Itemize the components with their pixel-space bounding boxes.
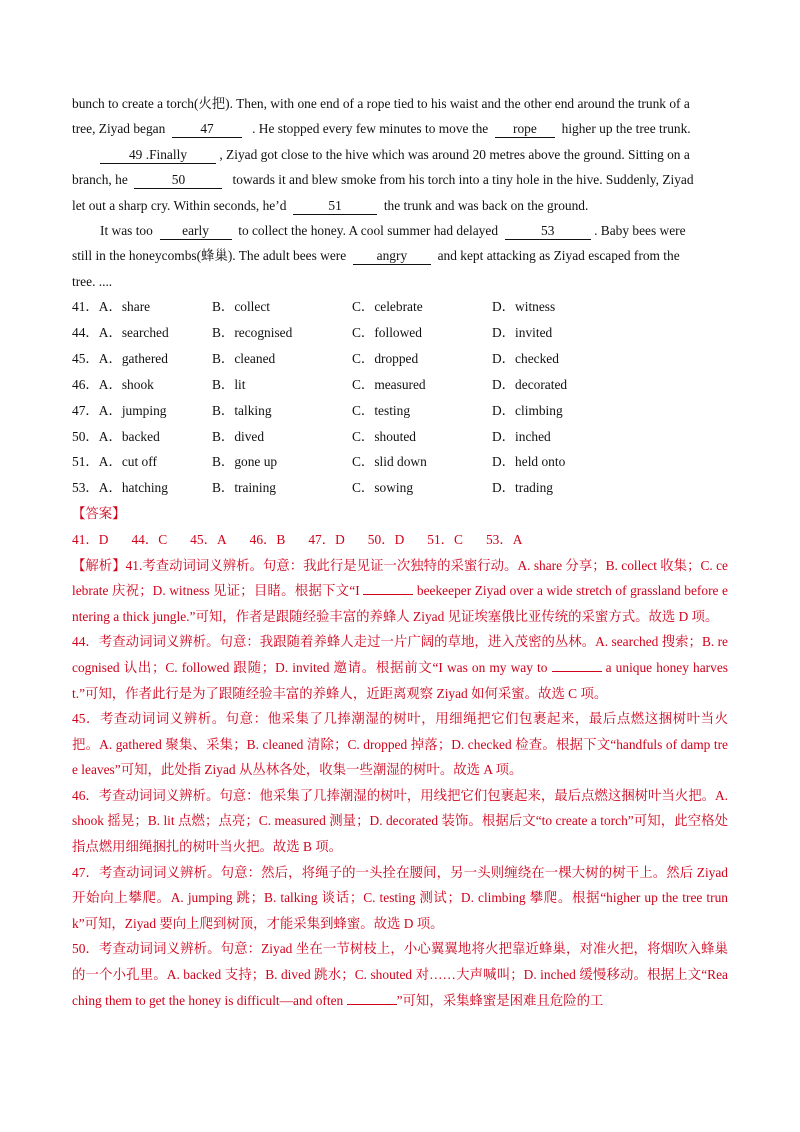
explanations (72, 553, 728, 1014)
answer-key (72, 527, 728, 553)
cloze-passage (72, 91, 728, 294)
option-c[interactable]: C．shouted (352, 428, 416, 444)
option-c[interactable]: C．testing (352, 402, 411, 418)
option-c[interactable]: C．sowing (352, 480, 414, 496)
passage-line: tree. .... (72, 273, 113, 289)
option-d[interactable]: D．decorated (492, 376, 568, 392)
answer-item: 50．D (367, 531, 405, 547)
option-d[interactable]: D．witness (492, 299, 556, 315)
option-row-46 (72, 372, 728, 398)
option-a[interactable]: 45．A．gathered (72, 350, 168, 366)
option-d[interactable]: D．invited (492, 325, 553, 341)
blank-angry[interactable]: angry (353, 247, 431, 265)
option-a[interactable]: 50．A．backed (72, 428, 160, 444)
passage-line: branch, he 50 towards it and blew smoke from his torch into a tiny hole in the hive. Suddenly, Ziyad (72, 172, 694, 188)
answer-item: 46．B (249, 531, 286, 547)
blank-rope[interactable]: rope (495, 120, 555, 138)
option-b[interactable]: B．collect (212, 299, 271, 315)
underline-blank (363, 581, 413, 595)
option-row-50 (72, 424, 728, 450)
option-c[interactable]: C．slid down (352, 454, 427, 470)
answer-item: 45．A (190, 531, 227, 547)
option-c[interactable]: C．dropped (352, 350, 419, 366)
answer-item: 51．C (427, 531, 463, 547)
passage-line: It was too early to collect the honey. A cool summer had delayed 53 . Baby bees were (100, 222, 686, 238)
explanation-45: 45．考查动词词义辨析。句意：他采集了几捧潮湿的树叶，用细绳把它们包裹起来，最后点燃这捆树叶当火把。A. gathered 聚集、采集；B. cleaned 清除；C. dropped 掉落；D. checked 检查。根据下文“handfuls of damp tree leaves”可知，此处指 Ziyad 从丛林各处，收集一些潮湿的树叶。故选 A 项。 (72, 711, 728, 778)
options-list (72, 294, 728, 501)
option-b[interactable]: B．training (212, 480, 276, 496)
explanation-46: 46．考查动词词义辨析。句意：他采集了几捧潮湿的树叶，用线把它们包裹起来，最后点燃这捆树叶当火把。A. shook 摇晃；B. lit 点燃；点亮；C. measured 测量；D. decorated 装饰。根据后文“to create a torch”可知，此空格处指点燃用细绳捆扎的树叶当火把。故选 B 项。 (72, 787, 728, 855)
blank-51[interactable]: 51 (293, 197, 377, 215)
blank-53[interactable]: 53 (505, 222, 591, 240)
option-c[interactable]: C．followed (352, 325, 422, 341)
answer-item: 44．C (131, 531, 168, 547)
blank-early[interactable]: early (160, 222, 232, 240)
option-b[interactable]: B．lit (212, 376, 246, 392)
option-row-51 (72, 449, 728, 475)
option-b[interactable]: B．recognised (212, 325, 293, 341)
underline-blank (347, 991, 397, 1005)
option-d[interactable]: D．climbing (492, 402, 563, 418)
option-a[interactable]: 46．A．shook (72, 376, 154, 392)
passage-line: let out a sharp cry. Within seconds, he’d 51 the trunk and was back on the ground. (72, 197, 589, 213)
option-a[interactable]: 47．A．jumping (72, 402, 167, 418)
option-b[interactable]: B．dived (212, 428, 265, 444)
underline-blank (552, 658, 602, 672)
option-row-53 (72, 475, 728, 501)
blank-47[interactable]: 47 (172, 120, 242, 138)
explanation-47: 47．考查动词词义辨析。句意：然后，将绳子的一头拴在腰间，另一头则缠绕在一棵大树的树干上。然后 Ziyad 开始向上攀爬。A. jumping 跳；B. talking 谈话；C. testing 测试；D. climbing 攀爬。根据“higher up the tree trunk”可知，Ziyad 要向上爬到树顶，才能采集到蜂蜜。故选 D 项。 (72, 864, 728, 931)
answer-heading: 【答案】 (72, 506, 126, 522)
option-b[interactable]: B．gone up (212, 454, 278, 470)
analysis-label: 【解析】 (72, 557, 126, 573)
passage-line: tree, Ziyad began 47 . He stopped every few minutes to move the rope higher up the tree trunk. (72, 121, 691, 137)
blank-50[interactable]: 50 (134, 171, 222, 189)
option-c[interactable]: C．celebrate (352, 299, 423, 315)
option-d[interactable]: D．checked (492, 350, 559, 366)
blank-49[interactable]: 49 .Finally (100, 146, 216, 164)
option-a[interactable]: 41．A．share (72, 299, 151, 315)
option-d[interactable]: D．held onto (492, 454, 566, 470)
passage-line: bunch to create a torch(火把). Then, with one end of a rope tied to his waist and the other end around the trunk of a (72, 96, 690, 111)
exam-page (72, 91, 728, 1013)
option-a[interactable]: 53．A．hatching (72, 480, 168, 496)
option-b[interactable]: B．cleaned (212, 350, 276, 366)
option-c[interactable]: C．measured (352, 376, 426, 392)
option-d[interactable]: D．trading (492, 480, 553, 496)
option-d[interactable]: D．inched (492, 428, 551, 444)
explanation-44: 44．考查动词词义辨析。句意：我跟随着养蜂人走过一片广阔的草地，进入茂密的丛林。A. searched 搜索；B. recognised 认出；C. followed 跟随；D. invited 邀请。根据前文“I was on my way to a unique honey harvest.”可知，作者此行是为了跟随经验丰富的养蜂人，近距离观察 Ziyad 如何采蜜。故选 C 项。 (72, 634, 728, 701)
option-row-47 (72, 398, 728, 424)
option-row-44 (72, 320, 728, 346)
option-a[interactable]: 44．A．searched (72, 325, 169, 341)
option-a[interactable]: 51．A．cut off (72, 454, 157, 470)
answer-item: 47．D (308, 531, 345, 547)
passage-line: 49 .Finally , Ziyad got close to the hive which was around 20 metres above the ground. Sitting on a (72, 142, 728, 167)
option-b[interactable]: B．talking (212, 402, 272, 418)
passage-line: still in the honeycombs(蜂巢). The adult bees were angry and kept attacking as Ziyad escaped from the (72, 248, 680, 264)
answer-item: 53．A (485, 531, 523, 547)
answer-item: 41．D (72, 531, 109, 547)
explanation-41: 【解析】41.考查动词词义辨析。句意：我此行是见证一次独特的采蜜行动。A. share 分享；B. collect 收集；C. celebrate 庆祝；D. witness 见证；目睹。根据下文“I beekeeper Ziyad over a wide stretch of grassland before entering a thick jungle.”可知，作者是跟随经验丰富的养蜂人 Ziyad 见证埃塞俄比亚传统的采蜜方式。故选 D 项。 (72, 557, 729, 624)
explanation-50: 50．考查动词词义辨析。句意：Ziyad 坐在一节树枝上，小心翼翼地将火把靠近蜂巢，对准火把，将烟吹入蜂巢的一个小孔里。A. backed 支持；B. dived 跳水；C. shouted 对……大声喊叫；D. inched 缓慢移动。根据上文“Reaching them to get the honey is difficult—and often ”可知，采集蜂蜜是困难且危险的工 (72, 941, 728, 1008)
option-row-45 (72, 346, 728, 372)
option-row-41 (72, 294, 728, 320)
